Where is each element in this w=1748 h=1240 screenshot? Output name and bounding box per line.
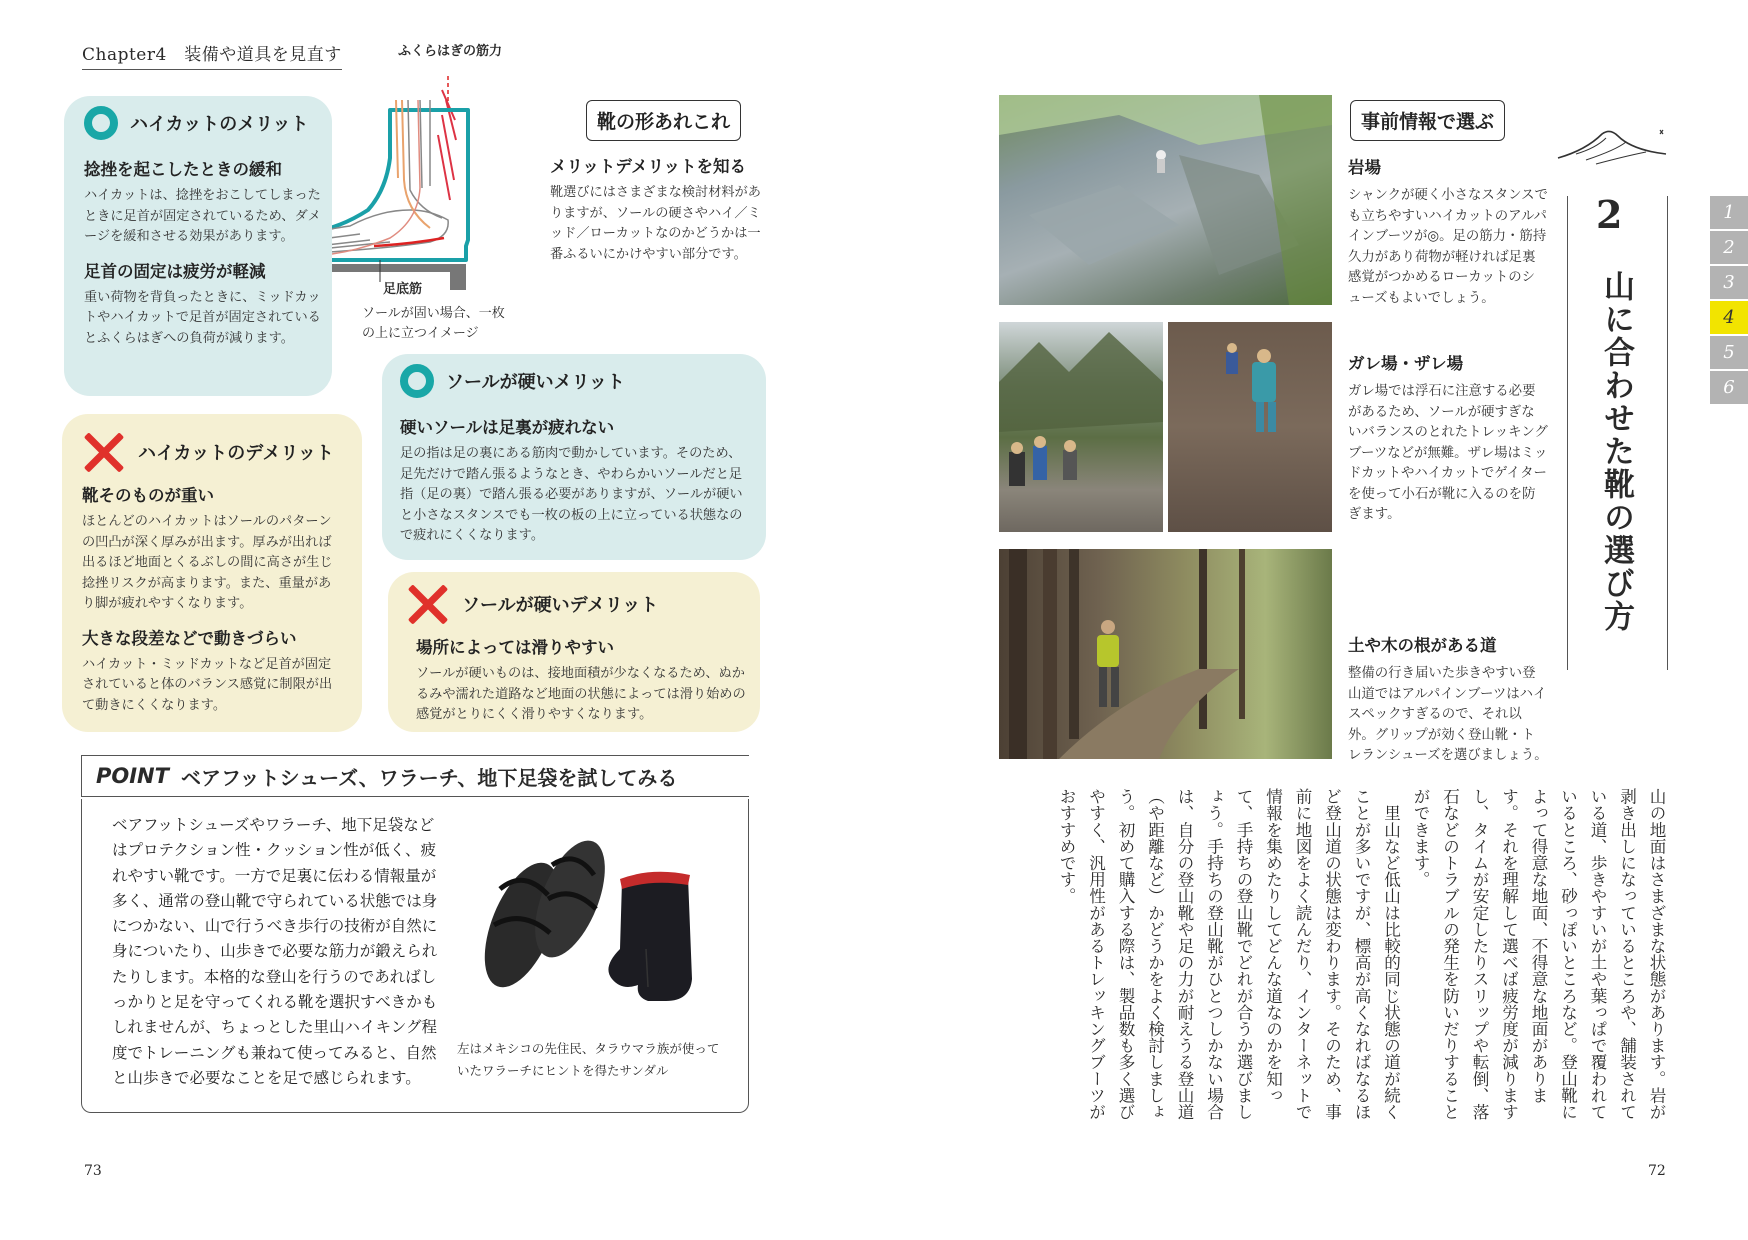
terrain-scree-title: ガレ場・ザレ場 <box>1348 354 1464 373</box>
hardsole-merit-p1: 足の指は足の裏にある筋肉で動かしています。そのため、足先だけで踏ん張るようなとき、やわらかいソールだと足指（足の裏）で踏ん張る必要がありますが、ソールが硬いと小さなスタンスでも一枚の板の上に立っている状態なので疲れにくくなります。 <box>400 446 743 543</box>
hardsole-merit-h1: 硬いソールは足裏が疲れない <box>400 418 615 437</box>
thumb-index-1[interactable]: 1 <box>1710 196 1748 229</box>
hardsole-demerit-title: ソールが硬いデメリット <box>462 595 659 616</box>
highcut-demerit-title-row <box>82 430 334 474</box>
hardsole-merit-title-row <box>400 364 625 398</box>
terrain-scree <box>1348 350 1548 526</box>
photo-forest-trail <box>999 549 1332 759</box>
terrain-soil-title: 土や木の根がある道 <box>1348 636 1497 655</box>
box-hardsole-demerit <box>388 572 760 732</box>
tag-pre-info: 事前情報で選ぶ <box>1350 100 1505 141</box>
circle-merit-icon <box>400 364 434 398</box>
photo-hikers-scree <box>999 322 1163 532</box>
thumb-index-4-active[interactable]: 4 <box>1710 301 1748 334</box>
thumb-index-2[interactable]: 2 <box>1710 231 1748 264</box>
hardsole-merit-title: ソールが硬いメリット <box>446 372 625 393</box>
page-number-left: 73 <box>84 1163 102 1179</box>
highcut-merit-h1: 捻挫を起こしたときの緩和 <box>84 160 282 179</box>
point-body: ベアフットシューズやワラーチ、地下足袋などはプロテクション性・クッション性が低く、疲れやすい靴です。一方で足裏に伝わる情報量が多く、通常の登山靴で守られている状態では身につかない、山で行うべき歩行の技術が自然に身についたり、山歩きで必要な筋力が鍛えられたりします。本格的な登山を行うのであればしっかりと足を守ってくれる靴を選択すべきかもしれませんが、ちょっとした里山ハイキング程度でトレーニングも兼ねて使ってみると、自然と山歩きで必要なことを足で感じられます。 <box>112 816 438 1087</box>
point-header <box>81 755 749 797</box>
intro-section <box>550 153 765 265</box>
cross-demerit-icon <box>406 582 450 626</box>
terrain-rock-body: シャンクが硬く小さなスタンスでも立ちやすいハイカットのアルパインブーツが◎。足の筋力・筋持久力があり荷物が軽ければ足裏感覚がつかめるローカットのシューズもよいでしょう。 <box>1348 188 1548 306</box>
box-highcut-merit <box>64 96 332 396</box>
sandal-illustration <box>469 831 619 997</box>
point-label: POINT <box>96 764 169 788</box>
tag-shoe-shapes: 靴の形あれこれ <box>586 100 741 141</box>
label-sole-muscle: 足底筋 <box>383 282 423 297</box>
terrain-soil <box>1348 632 1548 767</box>
section-number: 2 <box>1596 192 1623 237</box>
highcut-merit-title-row <box>84 106 309 140</box>
main-body-text: 山の地面はさまざまな状態があります。岩が剥き出しになっているところや、舗装されている道、歩きやすいが土や葉っぱで覆われているところ、砂っぽいところなど。登山靴によって得意な地面、不得意な地面があります。それを理解して選べば疲労度が減りますし、タイムが安定したりスリップや転倒、落石などのトラブルの発生を防いだりすることができます。 里山など低山は比較的同じ状態の道が続くことが多いですが、標高が高くなればなるほど登山道の状態は変わります。そのため、事前に地図をよく読んだり、インターネットで情報を集めたりしてどんな道なのかを知って、手持ちの登山靴でどれが合うか選びましょう。手持ちの登山靴がひとつしかない場合は、自分の登山靴や足の力が耐えうる登山道（や距離など）かどうかをよく検討しましょう。初めて購入する際は、製品数も多く選びやすく、汎用性があるトレッキングブーツがおすすめです。 <box>1057 788 1666 1120</box>
terrain-rock-title: 岩場 <box>1348 158 1381 177</box>
box-hardsole-merit <box>382 354 766 560</box>
point-caption-line2: いたワラーチにヒントを得たサンダル <box>457 1063 669 1078</box>
box-highcut-demerit <box>62 414 362 732</box>
section-rule-right <box>1667 196 1668 670</box>
highcut-demerit-h2: 大きな段差などで動きづらい <box>82 628 297 648</box>
diagram-caption-line2: の上に立つイメージ <box>362 326 479 341</box>
point-box <box>81 799 749 1113</box>
highcut-merit-title: ハイカットのメリット <box>130 114 309 135</box>
diagram-caption-line1: ソールが固い場合、一枚 <box>362 306 505 321</box>
photo-scree-slope <box>1168 322 1332 532</box>
page-number-right: 72 <box>1648 1163 1666 1179</box>
section-rule-left <box>1567 196 1568 670</box>
hardsole-demerit-title-row <box>406 582 658 626</box>
calf-muscle-illustration <box>438 76 456 200</box>
highcut-merit-p1: ハイカットは、捻挫をおこしてしまったときに足首が固定されているため、ダメージを緩和させる効果があります。 <box>84 188 321 244</box>
sandal-and-tabi-photo <box>452 829 732 1009</box>
highcut-demerit-p2: ハイカット・ミッドカットなど足首が固定されていると体のバランス感覚に制限が出て動きにくくなります。 <box>82 656 333 713</box>
hardsole-demerit-h1: 場所によっては滑りやすい <box>416 638 614 657</box>
thumb-index-5[interactable]: 5 <box>1710 336 1748 369</box>
label-calf-muscle: ふくらはぎの筋力 <box>398 44 503 59</box>
photo-rocky-ridge <box>999 95 1332 305</box>
circle-merit-icon <box>84 106 118 140</box>
highcut-merit-p2: 重い荷物を背負ったときに、ミッドカットやハイカットで足首が固定されているとふくらはぎへの負荷が減ります。 <box>84 289 321 346</box>
terrain-scree-body: ガレ場では浮石に注意する必要があるため、ソールが硬すぎないバランスのとれたトレッキングブーツなどが無難。ザレ場はミッドカットやハイカットでゲイターを使って小石が靴に入るのを防ぎます。 <box>1348 384 1548 522</box>
chapter-header: Chapter4 装備や道具を見直す <box>82 40 342 70</box>
thumb-index-3[interactable]: 3 <box>1710 266 1748 299</box>
highcut-demerit-p1: ほとんどのハイカットはソールのパターンの凹凸が深く厚みが出ます。厚みが出れば出るほど地面とくるぶしの間に高さが生じ捻挫リスクが高まります。また、重量があり脚が疲れやすくなります。 <box>82 514 333 611</box>
hardsole-demerit-p1: ソールが硬いものは、接地面積が少なくなるため、ぬかるみや濡れた道路など地面の状態によっては滑り始めの感覚がとりにくく滑りやすくなります。 <box>416 666 746 722</box>
cross-demerit-icon <box>82 430 126 474</box>
terrain-rock <box>1348 154 1548 309</box>
highcut-demerit-title: ハイカットのデメリット <box>138 443 334 464</box>
point-title: ベアフットシューズ、ワラーチ、地下足袋を試してみる <box>180 765 678 790</box>
intro-heading: メリットデメリットを知る <box>550 157 747 176</box>
point-caption-line1: 左はメキシコの先住民、タラウマラ族が使って <box>457 1041 720 1056</box>
mountain-icon <box>1556 120 1676 170</box>
thumb-index-6[interactable]: 6 <box>1710 371 1748 404</box>
highcut-demerit-h1: 靴そのものが重い <box>82 486 214 505</box>
section-title: 山に合わせた靴の選び方 <box>1598 270 1634 633</box>
intro-body: 靴選びにはさまざまな検討材料がありますが、ソールの硬さやハイ／ミッド／ローカットなのかどうかは一番ふるいにかけやすい部分です。 <box>550 185 761 262</box>
tabi-boot-illustration <box>608 872 692 1001</box>
highcut-merit-h2: 足首の固定は疲労が軽減 <box>84 261 266 281</box>
terrain-soil-body: 整備の行き届いた歩きやすい登山道ではアルパインブーツはハイスペックすぎるので、それ以外。グリップが効く登山靴・トレランシューズを選びましょう。 <box>1348 666 1548 763</box>
